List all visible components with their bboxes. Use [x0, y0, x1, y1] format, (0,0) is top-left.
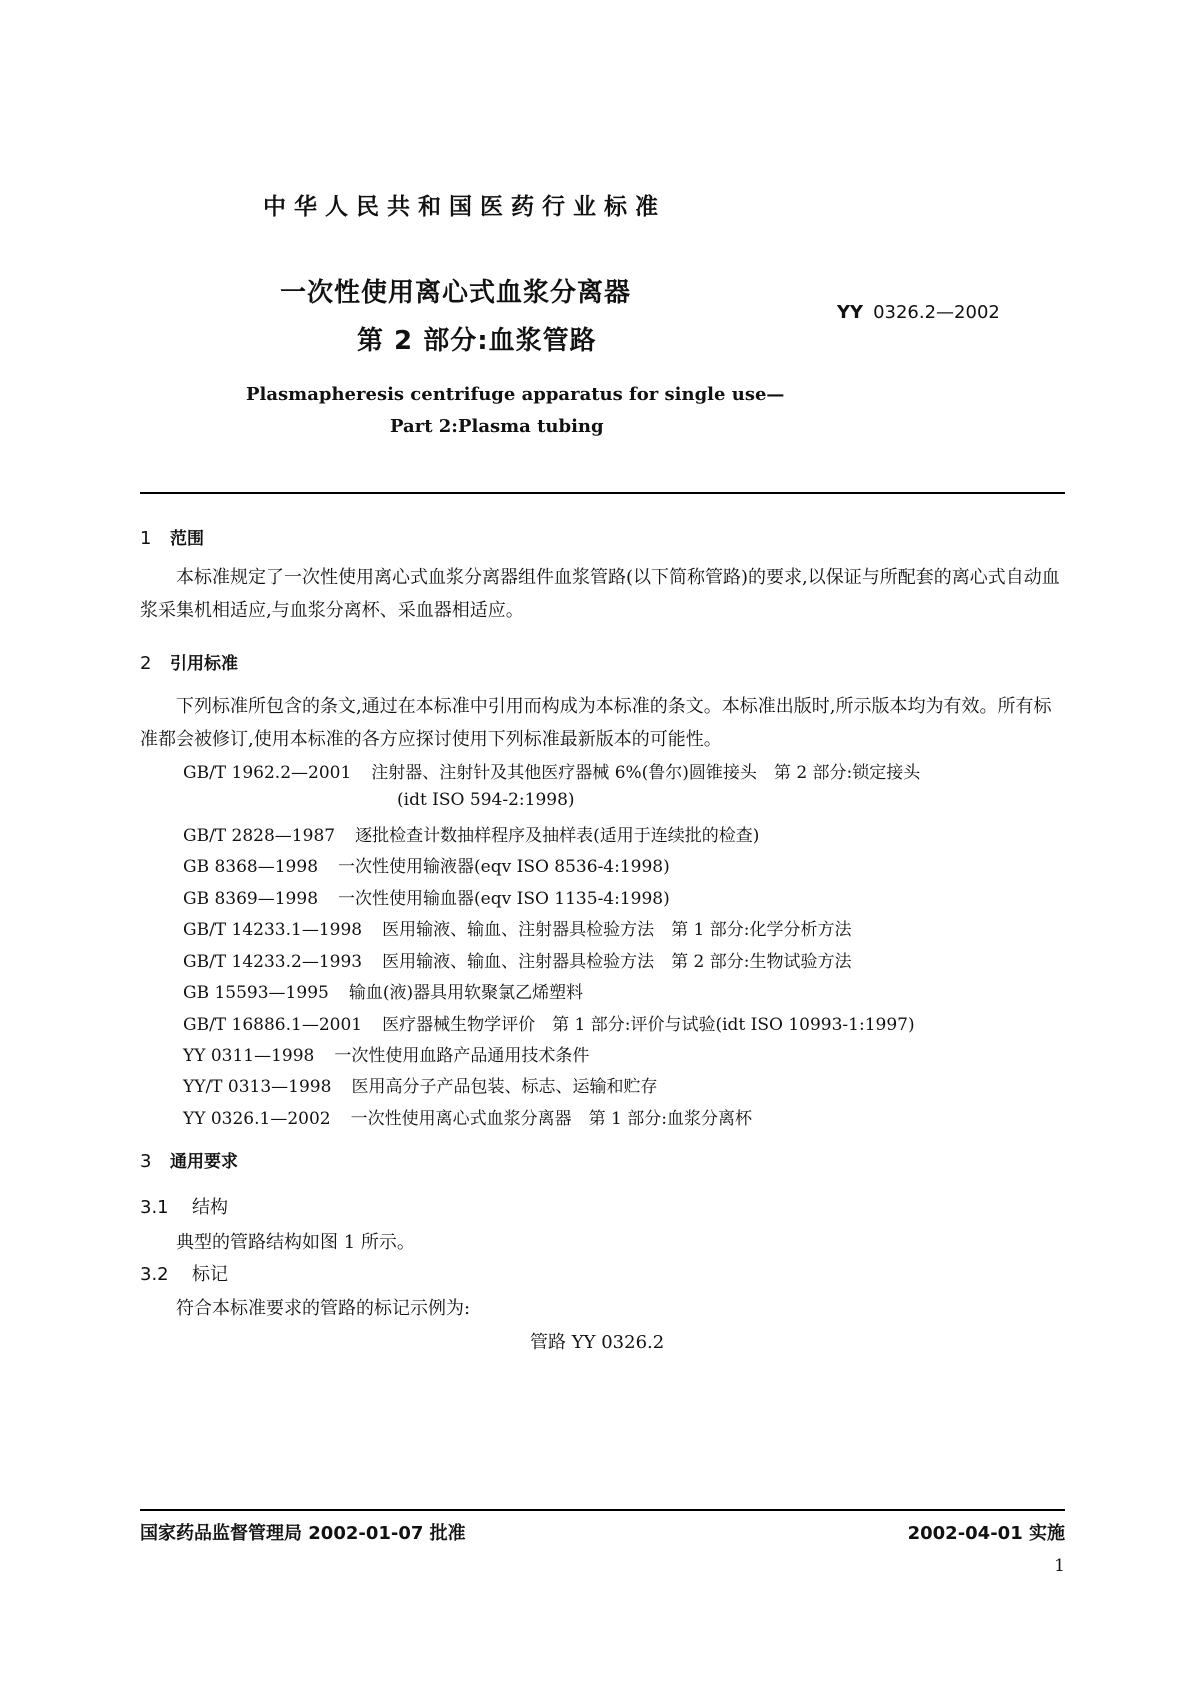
reference-item — [183, 1072, 657, 1097]
document-title-line2: 第 2 部分:血浆管路 — [357, 326, 597, 356]
reference-code: GB/T 1962.2—2001 — [183, 763, 352, 783]
reference-item — [183, 915, 851, 940]
reference-title: 一次性使用离心式血浆分离器 第 1 部分:血浆分离杯 — [350, 1109, 752, 1129]
subsection-3-1-heading — [140, 1193, 228, 1219]
english-title-line2: Part 2:Plasma tubing — [390, 416, 604, 437]
reference-title: 一次性使用输血器(eqv ISO 1135-4:1998) — [338, 889, 670, 909]
subsection-3-2-heading — [140, 1260, 228, 1286]
section-2-number: 2 — [140, 653, 152, 674]
reference-title: 医疗器械生物学评价 第 1 部分:评价与试验(idt ISO 10993-1:1997) — [382, 1015, 915, 1035]
reference-title: 医用输液、输血、注射器具检验方法 第 1 部分:化学分析方法 — [382, 920, 852, 940]
reference-title: 医用高分子产品包装、标志、运输和贮存 — [351, 1077, 658, 1097]
reference-item — [183, 1104, 752, 1129]
section-1-title: 范围 — [170, 529, 204, 549]
footer-divider — [140, 1509, 1065, 1511]
header-divider — [140, 492, 1065, 494]
reference-item — [183, 947, 851, 972]
subsection-3-1-title: 结构 — [192, 1197, 228, 1218]
reference-item — [183, 758, 920, 783]
reference-title: 逐批检查计数抽样程序及抽样表(适用于连续批的检查) — [355, 826, 760, 846]
section-3-number: 3 — [140, 1151, 152, 1172]
subsection-3-1-text: 典型的管路结构如图 1 所示。 — [176, 1232, 415, 1253]
reference-code: GB 8368—1998 — [183, 857, 319, 877]
subsection-3-1-number: 3.1 — [140, 1197, 169, 1218]
subsection-3-2-number: 3.2 — [140, 1264, 169, 1285]
reference-item — [183, 1010, 915, 1035]
reference-item — [183, 852, 670, 877]
reference-code: GB/T 2828—1987 — [183, 826, 336, 846]
reference-item — [183, 1041, 589, 1066]
section-1-paragraph: 本标准规定了一次性使用离心式血浆分离器组件血浆管路(以下简称管路)的要求,以保证与所配套的离心式自动血浆采集机相适应,与血浆分离杯、采血器相适应。 — [140, 567, 1060, 621]
english-title-line1: Plasmapheresis centrifuge apparatus for single use— — [246, 384, 785, 405]
section-1-heading — [140, 524, 204, 549]
section-3-heading — [140, 1147, 238, 1172]
reference-code: YY 0326.1—2002 — [183, 1109, 331, 1129]
marking-example: 管路 YY 0326.2 — [530, 1332, 665, 1353]
reference-code: YY/T 0313—1998 — [183, 1077, 332, 1097]
reference-item — [183, 884, 670, 909]
reference-code: GB 15593—1995 — [183, 983, 329, 1003]
subsection-3-2-text: 符合本标准要求的管路的标记示例为: — [176, 1298, 471, 1319]
reference-code: GB 8369—1998 — [183, 889, 319, 909]
reference-title: 一次性使用血路产品通用技术条件 — [334, 1046, 590, 1066]
section-3-title: 通用要求 — [170, 1152, 238, 1172]
effective-date-note: 2002-04-01 实施 — [907, 1523, 1065, 1544]
section-1-number: 1 — [140, 528, 152, 549]
reference-code: GB/T 16886.1—2001 — [183, 1015, 363, 1035]
reference-item — [183, 821, 759, 846]
reference-item — [183, 978, 583, 1003]
standard-code — [837, 302, 1000, 323]
reference-code: GB/T 14233.1—1998 — [183, 920, 363, 940]
standard-code-number: 0326.2—2002 — [873, 302, 1000, 323]
section-2-paragraph: 下列标准所包含的条文,通过在本标准中引用而构成为本标准的条文。本标准出版时,所示版本均为有效。所有标准都会被修订,使用本标准的各方应探讨使用下列标准最新版本的可能性。 — [140, 696, 1052, 750]
page-number: 1 — [1054, 1556, 1065, 1576]
approval-note: 国家药品监督管理局 2002-01-07 批准 — [140, 1523, 466, 1544]
reference-title: 输血(液)器具用软聚氯乙烯塑料 — [348, 983, 584, 1003]
reference-title: 注射器、注射针及其他医疗器械 6%(鲁尔)圆锥接头 第 2 部分:锁定接头 — [371, 763, 921, 783]
standard-type-heading: 中华人民共和国医药行业标准 — [263, 194, 666, 220]
standard-code-prefix: YY — [837, 302, 864, 323]
reference-code: GB/T 14233.2—1993 — [183, 952, 363, 972]
reference-continuation: (idt ISO 594-2:1998) — [397, 790, 575, 810]
subsection-3-2-title: 标记 — [192, 1264, 228, 1285]
section-2-heading — [140, 649, 238, 674]
reference-title: 医用输液、输血、注射器具检验方法 第 2 部分:生物试验方法 — [382, 952, 852, 972]
section-2-title: 引用标准 — [170, 654, 238, 674]
document-title-line1: 一次性使用离心式血浆分离器 — [280, 278, 632, 308]
reference-code: YY 0311—1998 — [183, 1046, 315, 1066]
reference-title: 一次性使用输液器(eqv ISO 8536-4:1998) — [338, 857, 670, 877]
